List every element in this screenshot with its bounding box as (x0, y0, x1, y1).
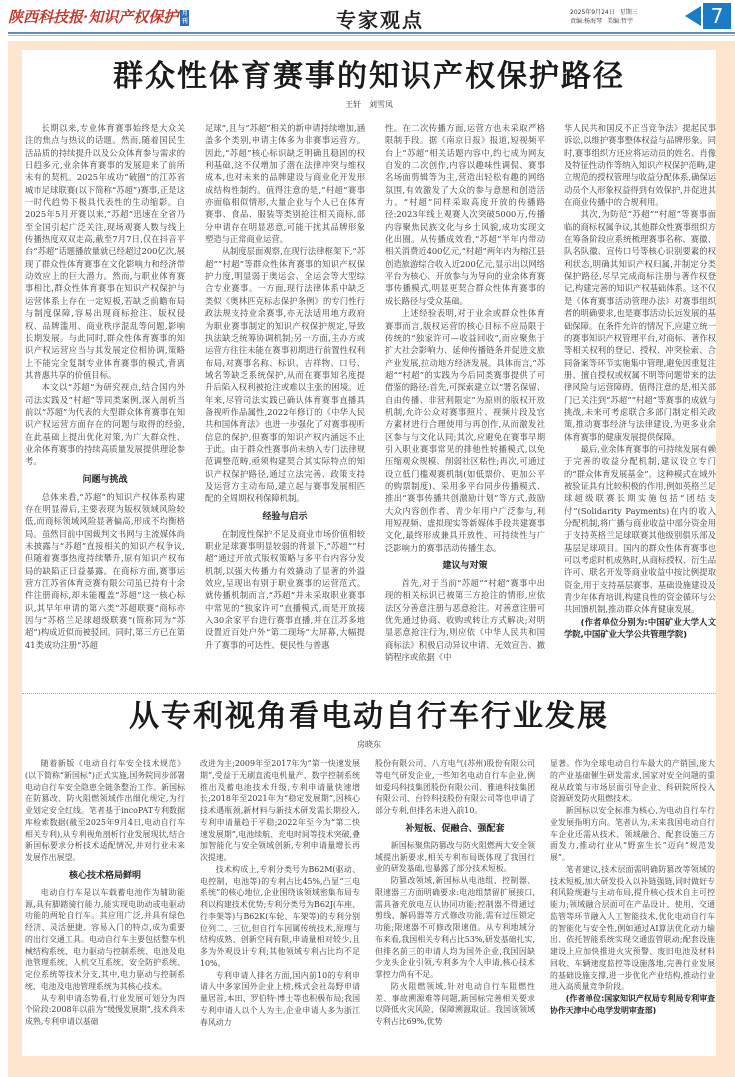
paragraph: 电动自行车是以车载蓄电池作为辅助能源,具有脚踏骑行能力,能实现电助动或电驱动功能的两轮自行车。其应用广泛,并具有绿色经济、灵活便捷、容易入门的特点,成为重要的出行交通工具。电动自行车主要包括整车机械结构系统、电力驱动与控制系统、电池及电池管理系统、人机交互系统、安全防护系统、定位系统等技术分支,其中,电力驱动与控制系统、电池及电池管理系统为其核心技术。 (25, 887, 185, 991)
paragraph: 随着新版《电动自行车安全技术规范》(以下简称“新国标”)正式实施,国务院同步部署电动自行车安全隐患全链条整治工作。新国标在防篡改、防火阻燃领域作出细化规定,为行业划定安全红线。笔者基于incoPAT专利数据库检索数据(截至2025年9月4日,电动自行车相关专利),从专利视角剖析行业发展现状,结合新国标要求分析技术适配情况,并对行业未来发展作出展望。 (25, 759, 185, 862)
paragraph: 新国标以安全标准为核心,为电动自行车行业发展指明方向。笔者认为,未来我国电动自行车企业还需从技术、领域融合、配套设施三方面发力,推动行业从“野蛮生长”迈向“规范发展”。 (550, 806, 715, 862)
paragraph: 技术构成上,专利分类号为B62M(驱动、电控制、电池等)的专利占比45%,凸显“三电系统”的核心地位,企业围绕该领域密集布局专利以构建技术优势;专利分类号为B62J(车座、行李架等)与B62K(车轮、车架等)的专利分别位列二、三位,但自行车因属传统技术,原理与结构成熟、创新空间有限,申请量相对较少,且多为外观设计专利;其他领域专利占比均不足10%。 (200, 864, 360, 968)
paragraph: 本文以“苏超”为研究视点,结合国内外司法实践及“村超”等同类案例,深入剖析当前以“苏超”为代表的大型群众体育赛事在知识产权运营方面存在的问题与取得的经验,在此基础上提出优化对策,为广大群众性、业余体育赛事的持续高质量发展提供理论参考。 (25, 382, 185, 467)
article2-column-1 (25, 758, 185, 1050)
article2-column-2 (200, 758, 360, 1050)
paper-name (8, 8, 248, 26)
paragraph: 足球”,且与“苏超”相关的新申请持续增加,涵盖多个类别,申请主体多为非赛事运营方。因此,“苏超”核心标识缺乏明确且稳固的权利基础,这不仅增加了潜在法律冲突与维权成本,也对未来的品牌建设与商业化开发形成结构性制约。值得注意的是,“村超”赛事亦面临相似情形,大量企业与个人已在体育赛事、食品、服装等类别抢注相关商标,部分申请存在明显恶意,可能干扰其品牌形象塑造与正常商业运营。 (205, 123, 365, 245)
paragraph: 长期以来,专业体育赛事始终是大众关注的焦点与热议的话题。然而,随着国民生活品质的持续提升以及公众体育参与需求的日趋多元,业余体育赛事的发展迎来了前所未有的契机。2025年成功“破圈”的江苏省城市足球联赛(以下简称“苏超”)赛事,正是这一时代趋势下极具代表性的生动缩影。自2025年5月开赛以来,“苏超”迅速在全省乃至全国引起广泛关注,现场观赛人数与线上传播热度双双走高,截至7月7日,仅在抖音平台“苏超”话题播放量就已经超过200亿次,展现了群众性体育赛事在文化影响力和经济带动效应上的巨大潜力。然而,与职业体育赛事相比,群众性体育赛事在知识产权保护与运营体系上存在一定短板,若缺乏前瞻布局与制度保障,容易出现商标抢注、版权侵权、品牌滥用、商业秩序混乱等问题,影响长期发展。与此同时,群众性体育赛事的知识产权运营应当与其发展定位相协调,策略上不能完全复制专业体育赛事的模式,背离其普惠共享的价值目标。 (25, 123, 185, 380)
masthead-rule (8, 32, 735, 34)
article1-column-2 (205, 122, 365, 682)
paragraph: 从制度层面观察,在现行法律框架下,“苏超”“村超”等群众性体育赛事的知识产权保护力度,明显弱于奥运会、全运会等大型综合专业赛事。一方面,现行法律体系中缺乏类似《奥林匹克标志保护条例》的专门性行政法规支持业余赛事,亦无法适用地方政府为职业赛事制定的知识产权保护规定,导致执法缺乏统筹协调机制;另一方面,主办方或运营方往往未能在赛事初期进行前置性权利布局,对赛事名称、标识、吉祥物、口号、域名等缺乏系统保护,从而在赛事知名度提升后陷入权利被抢注或难以主张的困境。近年来,尽管司法实践已确认体育赛事直播具备视听作品属性,2022年修订的《中华人民共和国体育法》也进一步强化了对赛事视听信息的保护,但赛事的知识产权内涵远不止于此。由于群众性赛事尚未纳入专门法律规范调整范畴,亟须构建契合其实际特点的知识产权保护路径,通过立法完善、政策支持及运营方主动布局,建立起与赛事发展相匹配的全周期权利保障机制。 (205, 246, 365, 504)
paragraph: 从专利申请态势看,行业发展可划分为四个阶段:2008年以前为“缓慢发展期”,技术尚未成熟,专利申请以基础 (25, 993, 185, 1026)
issue-weekday: 星期三 (619, 9, 638, 16)
paragraph: 显著。作为全球电动自行车最大的产销国,庞大的产业基础催生研发需求,国家对安全问题的重视从政策与市场层面引导企业、科研院所投入资源研发防火阻燃技术。 (550, 759, 715, 804)
article1-column-3 (385, 122, 545, 682)
paragraph: 在制度性保护不足及商业市场价值相较职业足球赛事明显较弱的背景下,“苏超”“村超”通过开放式版权策略与多平台内容分发机制,以强大传播力有效撬动了显著的外溢效应,呈现出有别于职业赛事的运营范式。就传播机制而言,“苏超”并未采取职业赛事中常见的“独家许可”直播模式,而是开放接入30余家平台进行赛事直播,并在江苏多地设置近百处户外“第二现场”大屏幕,大幅提升了赛事的可达性、便民性与普惠 (205, 528, 365, 650)
article2-title: 从专利视角看电动自行车行业发展 (129, 699, 609, 734)
article1-title: 群众性体育赛事的知识产权保护路径 (113, 59, 625, 94)
monthly-badge: 月刊 (181, 10, 188, 25)
author-affiliation: (作者单位:国家知识产权局专利局专利审查协作天津中心电学发明审查部) (550, 994, 715, 1015)
paragraph: 笔者建议,技术层面需明确防篡改等领域的技术短板,加大研发投入以补链强链,同时做好专利风险规避与主动布局,提升核心技术自主可控能力;领域融合层面可在产品设计、使用、交通监管等环节融入人工智能技术,优化电动自行车的智能化与安全性,例如通过AI算法优化动力输出、依托智能系统实现交通监管联动;配套设施建设上应加快推进火灾预警、废旧电池及材料回收、车辆速度监控等设施落地,完善行业发展的基础设施支撑,进一步优化产业结构,推动行业进入高质量竞争阶段。 (550, 864, 715, 992)
section-heading: 经验与启示 (262, 511, 308, 522)
author-affiliation: (作者单位分别为:中国矿业大学人文学院,中国矿业大学公共管理学院) (564, 616, 716, 640)
page-arrow-icon (685, 6, 701, 26)
section-heading: 问题与挑战 (82, 474, 128, 485)
page-number: 7 (703, 3, 731, 29)
paragraph: 性。在二次传播方面,运营方也未采取严格限制手段。据《南京日报》报道,短视频平台上“苏超”相关话题内容中,约七成为网友自发的二次创作,内容以趣味性调侃、赛事名场面剪辑等为主,营造出轻松有趣的网络氛围,有效激发了大众的参与意愿和创造活力。“村超”同样采取高度开放的传播路径:2023年线上观赛人次突破5000万,传播内容聚焦民族文化与乡土风貌,成功实现文化出圈。从传播成效看,“苏超”半年内带动相关消费近400亿元,“村超”两年内为榕江县创造旅游综合收入近200亿元,显示出以网络平台为核心、开放参与为导向的业余体育赛事传播模式,明显更契合群众性体育赛事的成长路径与受众基础。 (385, 123, 545, 306)
paper-name-text: 陕西科技报·知识产权保护 (8, 8, 179, 26)
paragraph: 防火阻燃领域,针对电动自行车阻燃性差、事故溯源难等问题,新国标完善相关要求以降低火灾风险、保障溯源取证。我国该领域专利占比69%,优势 (375, 981, 535, 1026)
paragraph: 总体来看,“苏超”的知识产权体系构建存在明显滞后,主要表现为版权领域风险较低,而商标领域风险显著偏高,形成不均衡格局。虽然目前中国裁判文书网与主流媒体尚未披露与“苏超”直接相关的知识产权争议,但随着赛事热度持续攀升,原有知识产权布局的缺陷正日益暴露。在商标方面,赛事运营方江苏省体育竞赛有限公司虽已持有十余件注册商标,却未能覆盖“苏超”这一核心标识,其早年申请的第六类“苏超联赛”商标亦因与“苏格兰足球超级联赛”(简称同为“苏超”)构成近似而被驳回。同时,第三方已在第41类成功注册“苏超 (25, 491, 185, 650)
article1-byline: 王轩 刘雪凤 (345, 100, 393, 109)
article1-column-1 (25, 122, 185, 682)
paragraph: 专利申请人排名方面,国内前10的专利申请人中多家国外企业上榜,株式会社岛野申请量居首,本田、罗伯特·博士等也积极布局;我国专利申请人以个人为主,企业申请人多为浙江春风动力 (200, 970, 360, 1027)
section-heading: 核心技术格局鲜明 (68, 870, 141, 881)
issue-meta (570, 8, 680, 26)
article2-column-3 (375, 758, 535, 1050)
editor-credit: 责编:杨海琴 (570, 18, 603, 25)
article2-column-4 (550, 758, 715, 1050)
paragraph: 新国标聚焦防篡改与防火阻燃两大安全领域提出新要求,相关专利布局既体现了我国行业的研发基础,也暴露了部分技术短板。 (375, 840, 535, 874)
paragraph: 其次,为防范“苏超”“村超”等赛事面临的商标权属争议,其他群众性赛事组织方在筹备阶段应系统梳理赛事名称、赛徽、队名队徽、宣传口号等核心识别要素的权利状态,明确其知识产权归属,并制定分类保护路径,尽早完成商标注册与著作权登记,构建完善的知识产权基础体系。这不仅是《体育赛事活动管理办法》对赛事组织者的明确要求,也是赛事活动长远发展的基础保障。在条件允许的情况下,应建立统一的赛事知识产权管理平台,对商标、著作权等相关权利的登记、授权、冲突检索、合同备案等环节实施集中管理,避免因重复注册、擅自授权或权属不明等问题带来的法律风险与运营障碍。值得注意的是,相关部门已关注到“苏超”“村超”等赛事的成就与挑战,未来可考虑联合多部门制定相关政策,推动赛事经济与法律建设,为更多业余体育赛事的健康发展提供保障。 (564, 209, 716, 442)
paragraph: 股份有限公司、八方电气(苏州)股份有限公司等电气研发企业,一些知名电动自行车企业,例如爱玛科技集团股份有限公司、雅迪科技集团有限公司、台铃科技股份有限公司等也申请了部分专利,但排名未进入前10。 (375, 759, 535, 815)
designer-credit: 美编:哲宇 (607, 18, 634, 25)
masthead-rule-thin (8, 35, 735, 36)
masthead (0, 0, 735, 40)
article-divider (22, 693, 716, 694)
article2-byline: 房晓东 (357, 740, 381, 749)
issue-date: 2025年9月24日 (570, 9, 615, 16)
section-heading: 补短板、促融合、强配套 (405, 823, 505, 834)
paragraph: 防篡改领域,新国标从电池组、控制器、限速器三方面明确要求:电池组禁留扩展接口,需具备充放电互认协同功能;控制器不得通过剪线、解码器等方式修改功能,需有过压锁定功能;限速器不可修改限速值。从专利地域分布来看,我国相关专利占比53%,研发基础扎实,但排名前三的申请人均为国外企业,我国因缺少龙头企业引领,专利多为个人申请,核心技术掌控力尚有不足。 (375, 876, 535, 979)
article1-column-4 (564, 122, 716, 682)
section-heading: 建议与对策 (442, 561, 488, 572)
paragraph: 最后,业余体育赛事的可持续发展有赖于完善的收益分配机制,建议设立专门的“群众体育发展基金”。这种模式在域外被验证具有比较积极的作用,例如英格兰足球超级联赛长期实施包括“团结支付”(Solidarity Payments)在内的收入分配机制,将广播与商业收益中部分资金用于支持英格兰足球联赛其他级别俱乐部及基层足球项目。国内的群众性体育赛事也可以考虑时机成熟时,从商标授权、衍生品许可、联名开发等商业收益中按比例提取资金,用于支持基层赛事、基础设施建设及青少年体育培训,构建良性的资金循环与公共回馈机制,推动群众体育健康发展。 (564, 443, 716, 615)
paragraph: 改进为主;2009年至2017年为“第一快速发展期”,受益于无刷直流电机量产、数字控制系统推出及蓄电池技术升级,专利申请量快速增长;2018年至2021年为“稳定发展期”,因核心技术遇瓶颈,新材料与新技术研发需长期投入,专利申请量趋于平稳;2022年至今为“第二快速发展期”,电池续航、充电时间等技术突破,叠加智能化与安全领域创新,专利申请量增长再次提速。 (200, 759, 360, 862)
paragraph: 上述经验表明,对于业余或群众性体育赛事而言,版权运营的核心目标不应局限于传统的“独家许可—收益回收”,而应聚焦于扩大社会影响力、延伸传播链条并促进文旅产业发展,拉动地方经济发展。具体而言,“苏超”“村超”的实践为今后同类赛事提供了可借鉴的路径:首先,可探索建立以“署名保留、自由传播、非营利限定”为原则的版权开放机制,允许公众对赛事照片、视频片段及官方素材进行合理使用与再创作,从而激发社区参与与文化认同;其次,应避免在赛事早期引入职业赛事常见的排他性转播模式,以免压缩观众规模、削弱社区粘性;再次,可通过设立低门槛观赛机制(如低票价、更加公平的购票制度)、采用多平台同步传播模式、推出“赛事传播共创激励计划”等方式,鼓励大众内容创作者、青少年用户广泛参与,利用短视频、虚拟现实等新媒体手段共建赛事文化,最终形成兼具开放性、可持续性与广泛影响力的赛事活动传播生态。 (385, 308, 545, 553)
section-title: 专家观点 (336, 8, 424, 32)
paragraph: 华人民共和国反不正当竞争法》提起民事诉讼,以维护赛事整体权益与品牌形象。同时,赛事组织方还应将运动员的姓名、肖像及特征性动作等纳入知识产权保护范畴,建立规范的授权管理与收益分配体系,确保运动员个人形象权益得到有效保护,并促进其在商业传播中的合规利用。 (564, 123, 716, 208)
paragraph: 首先,对于当前“苏超”“村超”赛事中出现的相关标识已被第三方抢注的情形,应依法区分善意注册与恶意抢注。对善意注册可优先通过协商、收购或转让方式解决;对明显恶意抢注行为,则应依《中华人民共和国商标法》积极启动异议申请、无效宣告、撤销程序或依据《中 (385, 578, 545, 663)
